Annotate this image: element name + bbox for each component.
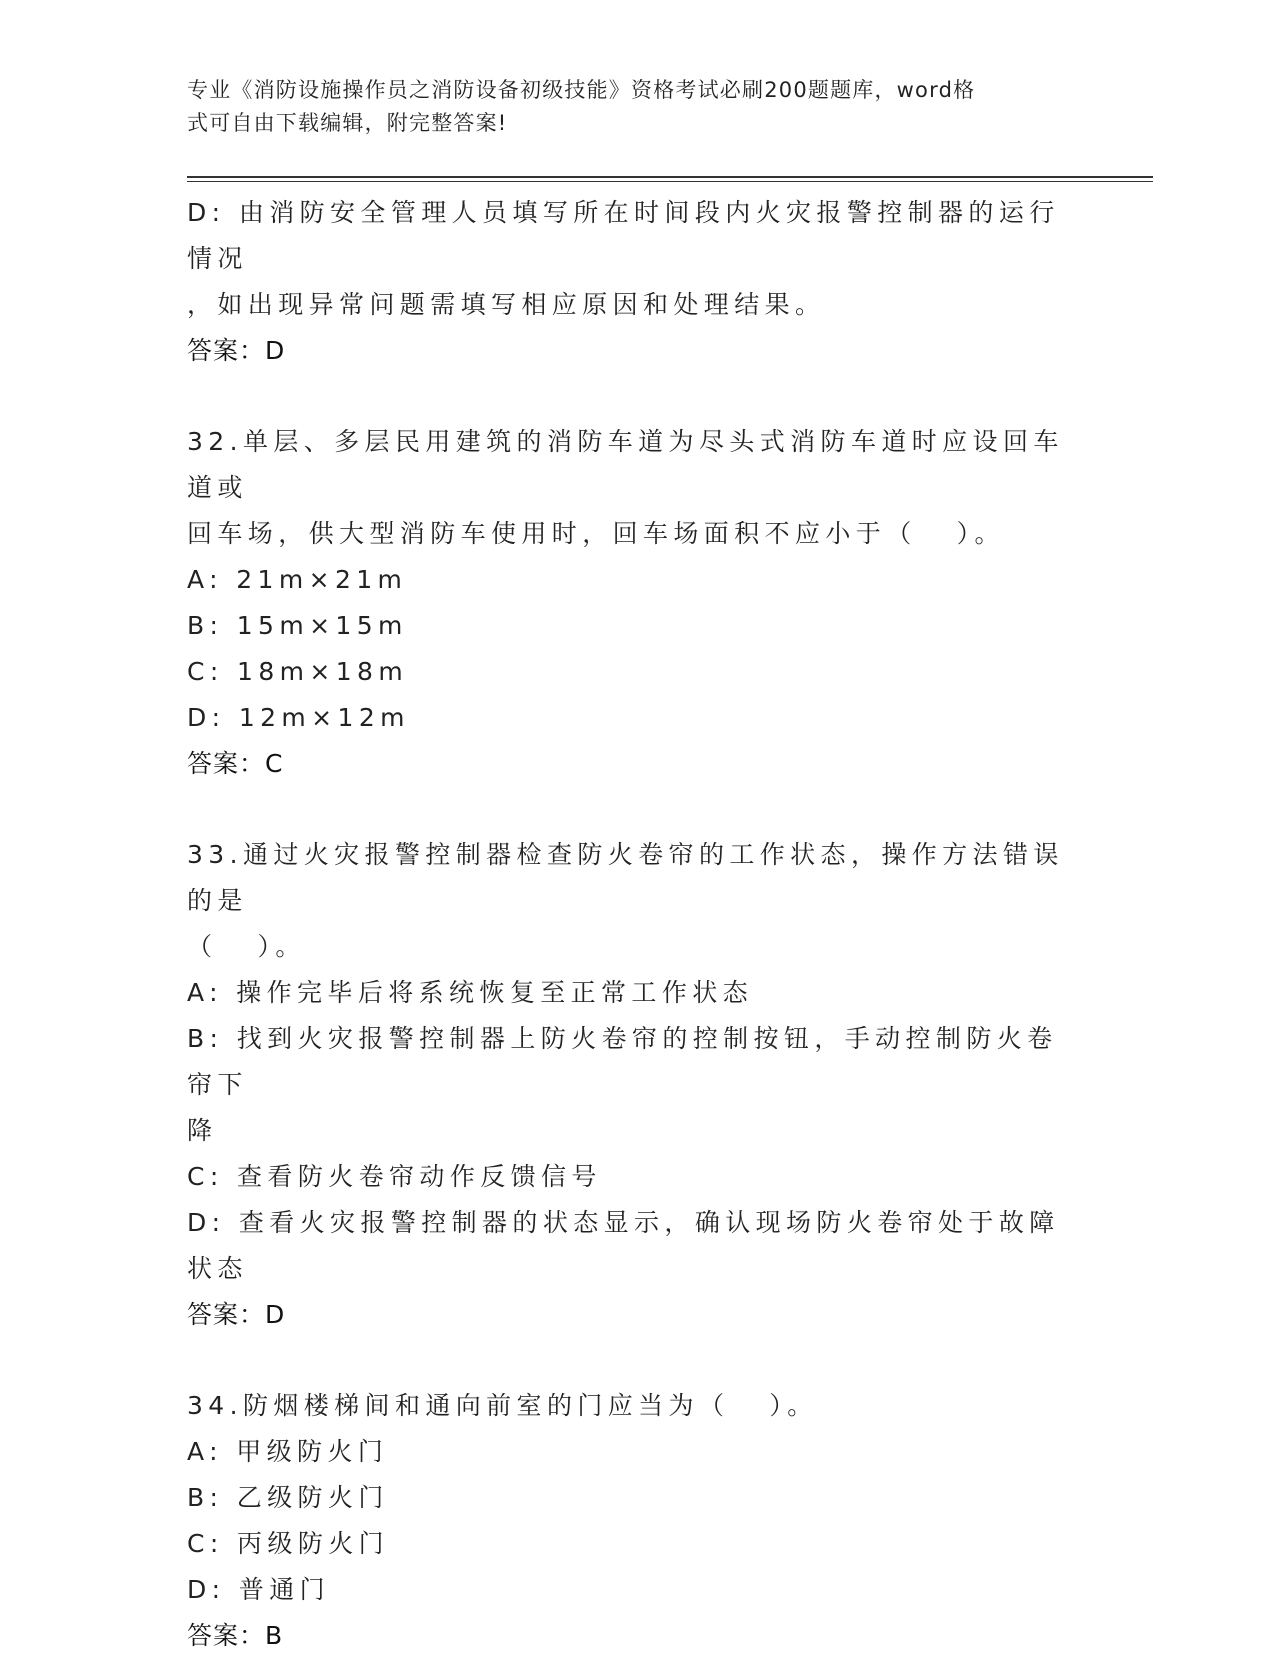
document-header: [187, 74, 1077, 140]
option-b-continuation: 降: [187, 1116, 218, 1145]
option-c: C: 查看防火卷帘动作反馈信号: [187, 1162, 602, 1191]
option-d: D: 由消防安全管理人员填写所在时间段内火灾报警控制器的运行情况: [187, 198, 1060, 273]
option-a: A: 甲级防火门: [187, 1437, 389, 1466]
question-stem-continuation: 回车场，供大型消防车使用时，回车场面积不应小于（ ）。: [187, 519, 1005, 548]
answer-line: 答案：D: [187, 336, 286, 365]
option-d-continuation: ，如出现异常问题需填写相应原因和处理结果。: [187, 290, 826, 319]
header-line-1: 专业《消防设施操作员之消防设备初级技能》资格考试必刷200题题库，word格: [187, 78, 976, 102]
spacer: [187, 1338, 1087, 1383]
question-stem: 33.通过火灾报警控制器检查防火卷帘的工作状态，操作方法错误的是: [187, 840, 1064, 915]
question-stem-continuation: （ ）。: [187, 932, 306, 961]
option-a: A: 操作完毕后将系统恢复至正常工作状态: [187, 978, 754, 1007]
answer-line: 答案：D: [187, 1300, 286, 1329]
question-block-32: [187, 419, 1087, 787]
header-divider-thick: [187, 176, 1153, 178]
header-line-2: 式可自由下载编辑，附完整答案!: [187, 111, 508, 135]
option-b: B: 找到火灾报警控制器上防火卷帘的控制按钮，手动控制防火卷帘下: [187, 1024, 1058, 1099]
spacer: [187, 374, 1087, 419]
question-list: [187, 190, 1087, 1659]
question-block-33: [187, 832, 1087, 1338]
option-c: C: 丙级防火门: [187, 1529, 390, 1558]
answer-line: 答案：B: [187, 1621, 284, 1650]
answer-line: 答案：C: [187, 749, 284, 778]
option-d: D: 普通门: [187, 1575, 331, 1604]
option-d: D: 查看火灾报警控制器的状态显示，确认现场防火卷帘处于故障状态: [187, 1208, 1060, 1283]
question-stem: 32.单层、多层民用建筑的消防车道为尽头式消防车道时应设回车道或: [187, 427, 1064, 502]
option-d: D: 12m×12m: [187, 703, 410, 732]
spacer: [187, 787, 1087, 832]
question-block-34: [187, 1383, 1087, 1659]
header-divider-thin: [187, 181, 1153, 182]
option-b: B: 乙级防火门: [187, 1483, 389, 1512]
option-c: C: 18m×18m: [187, 657, 409, 686]
question-block-prev: [187, 190, 1087, 374]
question-stem: 34.防烟楼梯间和通向前室的门应当为（ ）。: [187, 1391, 818, 1420]
option-b: B: 15m×15m: [187, 611, 408, 640]
option-a: A: 21m×21m: [187, 565, 408, 594]
